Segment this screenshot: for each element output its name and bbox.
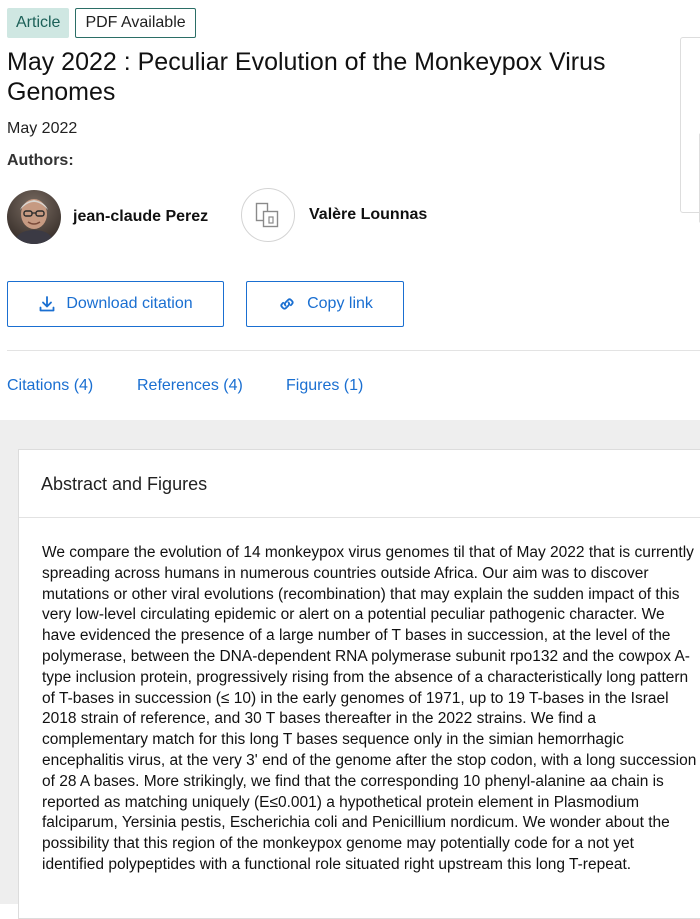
link-icon bbox=[277, 295, 297, 313]
author-valere-lounnas[interactable] bbox=[241, 188, 427, 242]
download-citation-label: Download citation bbox=[66, 295, 193, 312]
copy-link-label: Copy link bbox=[307, 295, 373, 312]
tab-figures[interactable]: Figures (1) bbox=[286, 377, 364, 394]
author-name[interactable]: Valère Lounnas bbox=[309, 206, 428, 223]
article-type-badge: Article bbox=[7, 8, 69, 38]
download-icon bbox=[38, 295, 56, 313]
abstract-heading: Abstract and Figures bbox=[41, 474, 208, 494]
tab-references[interactable]: References (4) bbox=[137, 377, 243, 394]
page-title: May 2022 : Peculiar Evolution of the Monkeypox Virus Genomes bbox=[7, 48, 606, 106]
authors-label: Authors: bbox=[7, 152, 74, 169]
copy-link-button[interactable] bbox=[246, 281, 404, 327]
abstract-card bbox=[18, 449, 700, 919]
publication-header bbox=[0, 0, 700, 420]
author-jean-claude-perez[interactable] bbox=[7, 190, 208, 244]
author-name[interactable]: jean-claude Perez bbox=[73, 208, 209, 225]
badge-row bbox=[7, 8, 196, 38]
section-divider bbox=[7, 350, 700, 351]
avatar-photo bbox=[7, 190, 61, 244]
profile-placeholder-icon bbox=[253, 200, 283, 230]
pdf-available-badge[interactable]: PDF Available bbox=[75, 8, 195, 38]
publication-date: May 2022 bbox=[7, 120, 78, 137]
abstract-text: We compare the evolution of 14 monkeypox virus genomes til that of May 2022 that is currently spreading across humans in numerous countries outside Africa. Our aim was to discover mutations or other viral evolutions (recombination) that may explain the sudden impact of this very low-level circulating epidemic or alert on a potential peculiar pathogenic character. We have evidenced the presence of a large number of T bases in succession, at the level of the polymerase, between the DNA-dependent RNA polymerase subunit rpo132 and the cowpox A-type inclusion protein, progressively rising from the absence of a characteristically long pattern of T-bases in succession (≤ 10) in the early genomes of 1971, up to 19 T-bases in the Israel 2018 strain of reference, and 30 T bases thereafter in the 2022 strains. We find a complementary match for this long T bases sequence only in the simian hemorrhagic encephalitis virus, at the very 3' end of the genome after the stop codon, with a long succession of 28 A bases. More strikingly, we find that the corresponding 10 phenyl-alanine aa chain is reported as matching uniquely (E≤0.001) a hypothetical protein element in Plasmodium falciparum, Yersinia pestis, Escherichia coli and Penicillium nordicum. We wonder about the possibility that this region of the monkeypox genome may potentially code for a not yet identified polypeptides with a functional role situated right upstream this long T-repeat. bbox=[42, 544, 697, 873]
avatar[interactable] bbox=[7, 190, 61, 244]
abstract-card-header bbox=[19, 450, 700, 518]
avatar[interactable] bbox=[241, 188, 295, 242]
download-citation-button[interactable] bbox=[7, 281, 224, 327]
tab-citations[interactable]: Citations (4) bbox=[7, 377, 94, 394]
side-panel-card bbox=[680, 37, 700, 213]
